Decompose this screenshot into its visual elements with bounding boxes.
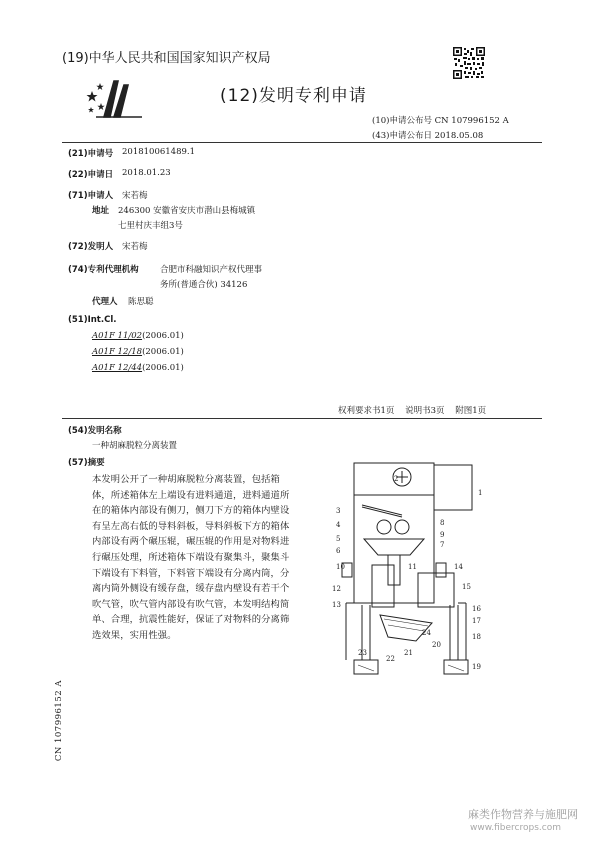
drawing-part-label: 23 xyxy=(358,649,367,657)
qr-code-image xyxy=(453,47,485,79)
drawing-part-label: 2 xyxy=(394,475,399,483)
drawing-part-label: 3 xyxy=(336,507,341,515)
drawing-part-label: 16 xyxy=(472,605,481,613)
title-label: (54)发明名称 xyxy=(68,426,122,436)
ipc-code: A01F 11/02 xyxy=(92,331,143,341)
address-line-2: 七里村庆丰组3号 xyxy=(118,221,183,231)
drawing-part-label: 7 xyxy=(440,541,445,549)
invention-title: 一种胡麻脱粒分离装置 xyxy=(92,441,178,451)
drawing-part-label: 20 xyxy=(432,641,441,649)
drawing-part-label: 13 xyxy=(332,601,341,609)
agency-line-1: 合肥市科融知识产权代理事 xyxy=(160,265,263,275)
drawing-part-label: 15 xyxy=(462,583,471,591)
drawing-part-label: 14 xyxy=(454,563,463,571)
address-line-1: 246300 安徽省安庆市潜山县梅城镇 xyxy=(118,206,256,216)
drawing-part-label: 5 xyxy=(336,535,341,543)
ipc-entry xyxy=(92,363,184,373)
application-date: 2018.01.23 xyxy=(122,168,171,178)
ipc-entry xyxy=(92,331,184,341)
office-name: (19)中华人民共和国国家知识产权局 xyxy=(62,51,271,66)
inventor: 宋若梅 xyxy=(122,242,148,252)
application-number: 201810061489.1 xyxy=(122,147,196,157)
drawing-part-label: 11 xyxy=(408,563,417,571)
patent-office-emblem xyxy=(84,73,146,121)
drawing-part-label: 9 xyxy=(440,531,445,539)
ipc-date: (2006.01) xyxy=(142,347,184,357)
header-rule xyxy=(62,142,542,143)
abstract-text: 本发明公开了一种胡麻脱粒分离装置，包括箱体，所述箱体左上端设有进料通道，进料通道所在的箱体内部设有侧刀，侧刀下方的箱体内壁设有呈左高右低的导料斜板，导料斜板下方的箱体内部设有两个碾压辊，碾压辊的作用是对物料进行碾压处理，所述箱体下端设有聚集斗，聚集斗下端设有下料管，下料管下端设有分离内筒，分离内筒外侧设有缓存盘，缓存盘内壁设有若干个吹气管，吹气管内部设有吹气管，本发明结构简单、合理，抗震性能好，保证了对物料的分离筛选效果，实用性强。 xyxy=(92,474,290,641)
watermark-title: 麻类作物营养与施肥网 xyxy=(468,808,578,821)
int-cl-label: (51)Int.Cl. xyxy=(68,315,117,325)
drawing-part-label: 17 xyxy=(472,617,481,625)
application-number-label: (21)申请号 xyxy=(68,149,114,159)
device-drawing xyxy=(332,455,492,680)
ipc-code: A01F 12/44 xyxy=(92,363,143,373)
drawing-part-label: 12 xyxy=(332,585,341,593)
ipc-code: A01F 12/18 xyxy=(92,347,143,357)
ipc-entry xyxy=(92,347,184,357)
drawing-part-label: 18 xyxy=(472,633,481,641)
watermark-url: www.fibercrops.com xyxy=(470,823,561,833)
publication-number: (10)申请公布号 CN 107996152 A xyxy=(372,116,509,126)
ipc-date: (2006.01) xyxy=(142,363,184,373)
side-publication-number: CN 107996152 A xyxy=(54,680,64,762)
publication-date: (43)申请公布日 2018.05.08 xyxy=(372,131,484,141)
applicant: 宋若梅 xyxy=(122,191,148,201)
drawing-part-label: 21 xyxy=(404,649,413,657)
drawing-part-label: 19 xyxy=(472,663,481,671)
drawing-part-label: 22 xyxy=(386,655,395,663)
agency-label: (74)专利代理机构 xyxy=(68,265,139,275)
application-date-label: (22)申请日 xyxy=(68,170,114,180)
pages-info: 权利要求书1页 说明书3页 附图1页 xyxy=(338,406,487,416)
drawing-part-label: 4 xyxy=(336,521,341,529)
inventor-label: (72)发明人 xyxy=(68,242,114,252)
ipc-date: (2006.01) xyxy=(142,331,184,341)
drawing-part-label: 10 xyxy=(336,563,345,571)
document-type: (12)发明专利申请 xyxy=(220,86,367,106)
drawing-part-label: 1 xyxy=(478,489,483,497)
section-rule xyxy=(62,418,542,419)
agent: 陈思聪 xyxy=(128,297,154,307)
applicant-label: (71)申请人 xyxy=(68,191,114,201)
drawing-part-label: 8 xyxy=(440,519,445,527)
agency-line-2: 务所(普通合伙) 34126 xyxy=(160,280,248,290)
drawing-part-label: 24 xyxy=(422,629,431,637)
agent-label: 代理人 xyxy=(92,297,118,307)
abstract-label: (57)摘要 xyxy=(68,458,105,468)
drawing-part-label: 6 xyxy=(336,547,341,555)
address-label: 地址 xyxy=(92,206,110,216)
